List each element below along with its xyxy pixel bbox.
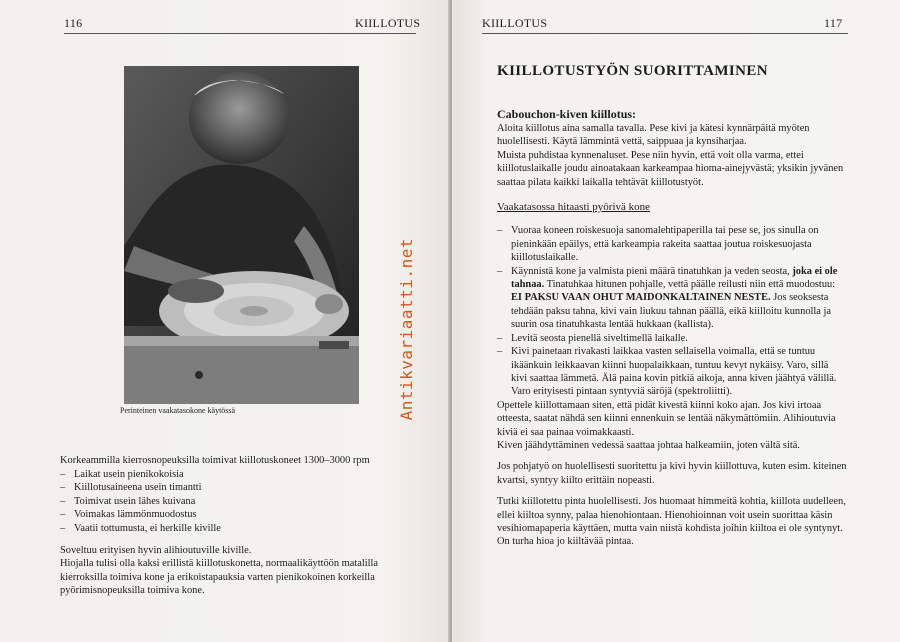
list-item: – Levitä seosta pienellä siveltimellä laikalle.	[497, 332, 688, 344]
left-body-text	[60, 454, 420, 598]
list-item: – Kiillotusaineena usein timantti	[60, 482, 202, 494]
section-heading: Cabouchon-kiven kiillotus:	[497, 107, 637, 121]
running-head-right: KIILLOTUS	[482, 16, 548, 30]
list-item: – Käynnistä kone ja valmista pieni määrä tinatuhkan ja veden seosta, joka ei ole tahnaa. Tinatuhkaa hitunen pohjalle, vettä päälle reilusti niin että muodostuu: EI PAKSU VAAN OHUT MAIDONKALTAINEN NESTE. Jos seoksesta tehdään paksu tahna, kivi vain liukuu tahnan päällä, eikä kiilloitu kunnolla ja suurin osa tinatuhkasta lentää hukkaan (kallista).	[497, 265, 838, 331]
watermark-text: Antikvariaatti.net	[397, 238, 416, 421]
intro-paragraph: Korkeammilla kierrosnopeuksilla toimivat kiillotuskoneet 1300–3000 rpm	[60, 455, 370, 466]
list-item: – Kivi painetaan rivakasti laikkaa vasten sellaisella voimalla, että se tuntuu ikäänkuin leikkaavan kiinni huopalaikkaan, tuntuu kevyt nykäisy. Varo, sillä kivi saattaa lämmetä. Älä paina kovin pitkiä aikoja, anna kiven jäähtyä välillä. Varo erityisesti pintaan syntyviä säröjä (spektroliitti).	[497, 346, 837, 398]
list-item: – Toimivat usein lähes kuivana	[60, 495, 196, 507]
right-body-text	[497, 106, 847, 549]
list-item: – Vaatii tottumusta, ei herkille kiville	[60, 522, 221, 534]
paragraph: Hiojalla tulisi olla kaksi erillistä kiillotuskonetta, normaalikäyttöön matalilla kierroksilla toimiva kone ja erikoistapauksia varten pienikokoinen korkeilla pyörimisnopeuksilla toimiva kone.	[60, 558, 379, 597]
paragraph: Muista puhdistaa kynnenaluset. Pese niin hyvin, että voit olla varma, ettei kiillotuslaikalle joudu ainoatakaan karkeampaa hioma-ainejyvästä; yksikin jyvänen saattaa pilata kaikki laikalla tehtävät kiillotustyöt.	[497, 149, 844, 188]
photo-polishing-machine	[124, 66, 359, 404]
page-number-right: 117	[824, 16, 843, 30]
header-rule-right	[482, 33, 848, 34]
page-title: KIILLOTUSTYÖN SUORITTAMINEN	[497, 63, 768, 79]
page-number-left: 116	[64, 16, 83, 30]
paragraph: Aloita kiillotus aina samalla tavalla. Pese kivi ja kätesi kynnärpäitä myöten huolellisesti. Käytä lämmintä vettä, saippuaa ja kynsiharjaa.	[497, 123, 810, 148]
list-item: – Vuoraa koneen roiskesuoja sanomalehtipaperilla tai pese se, jos sinulla on pieninkään epäilys, että karkeampia rakeita saattaa joutua roiskesuojasta kiillotuslaikalle.	[497, 225, 819, 264]
header-rule-left	[64, 33, 416, 34]
paragraph: Tutki kiillotettu pinta huolellisesti. Jos huomaat himmeitä kohtia, kiillota uudelleen, ellei kiiltoa synny, palaa hienohiontaan. Hienohioinnan voit usein suorittaa käsin vesihiomapaperia käyttäen, mutta vain niistä kohdista joihin kiiltoa ei ole syntynyt. On turha hioa jo kiiltävää pintaa.	[497, 496, 846, 548]
paragraph: Kiven jäähdyttäminen vedessä saattaa johtaa halkeamiin, joten vältä sitä.	[497, 439, 800, 451]
photo-caption: Perinteinen vaakatasokone käytössä	[120, 406, 236, 415]
instruction-list	[497, 224, 847, 398]
list-item: – Laikat usein pienikokoisia	[60, 468, 184, 480]
subsection-heading: Vaakatasossa hitaasti pyörivä kone	[497, 201, 651, 214]
paragraph: Opettele kiillottamaan siten, että pidät kivestä kiinni koko ajan. Jos kivi irtoaa otteesta, saatat nähdä sen kiinni ennenkuin se lentää näkymättömiin. Alihioutuvia kiviä ei saa painaa voimakkaasti.	[497, 399, 836, 438]
list-item: – Voimakas lämmönmuodostus	[60, 509, 197, 521]
paragraph: Soveltuu erityisen hyvin alihioutuville kiville.	[60, 544, 252, 556]
running-head-left: KIILLOTUS	[355, 16, 421, 30]
feature-list	[60, 468, 420, 536]
paragraph: Jos pohjatyö on huolellisesti suoritettu ja kivi hyvin kiillottuva, kuten esim. kiteinen kvartsi, syntyy kiilto erittäin nopeasti.	[497, 461, 847, 486]
